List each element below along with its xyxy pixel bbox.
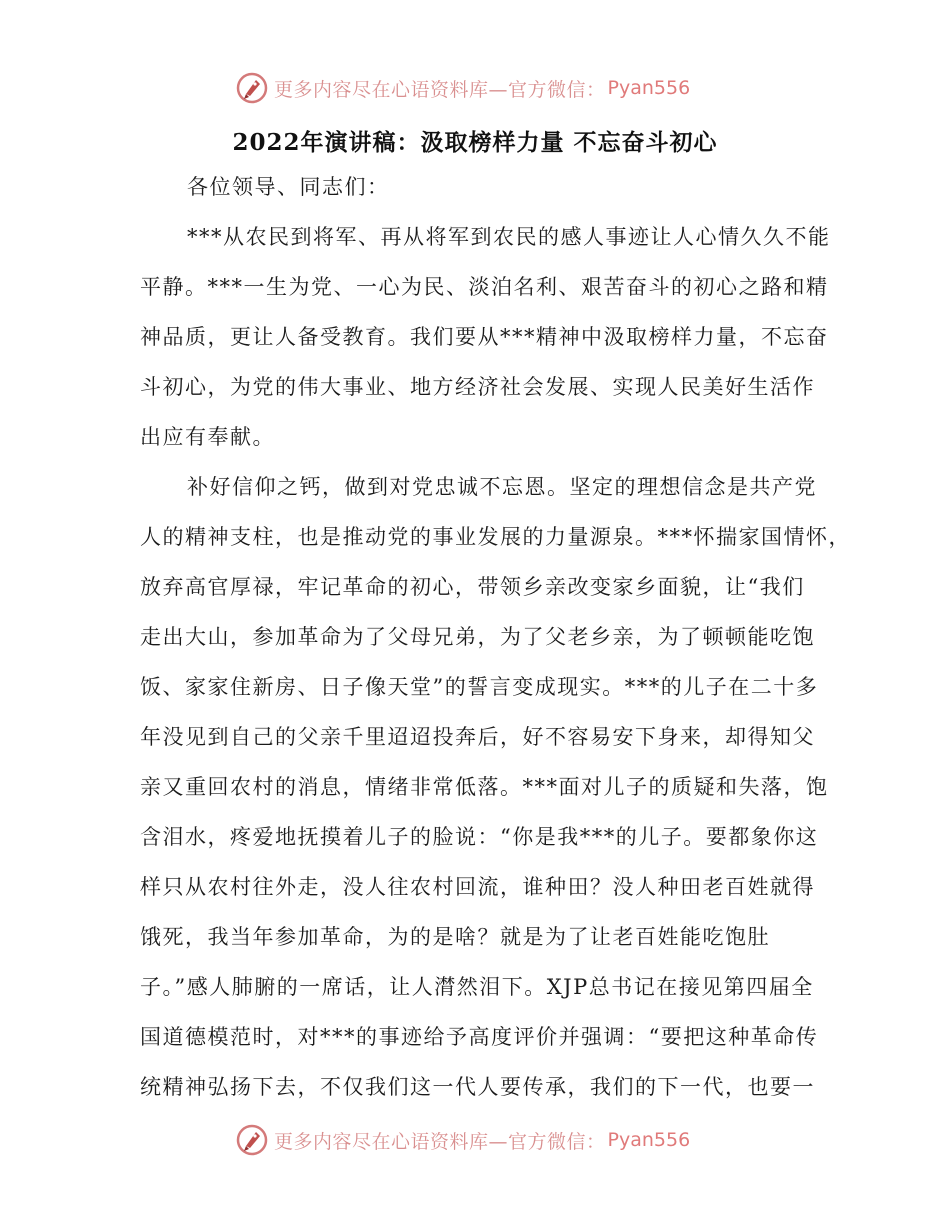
- header-banner: [236, 70, 690, 106]
- body-line: 放弃高官厚禄，牢记革命的初心，带领乡亲改变家乡面貌，让“我们: [140, 575, 805, 599]
- body-line: 亲又重回农村的消息，情绪非常低落。***面对儿子的质疑和失落，饱: [140, 775, 829, 799]
- pen-nib-icon: [236, 72, 268, 104]
- body-line: 含泪水，疼爱地抚摸着儿子的脸说：“你是我***的儿子。要都象你这: [140, 825, 819, 849]
- body-line: 年没见到自己的父亲千里迢迢投奔后，好不容易安下身来，却得知父: [140, 725, 815, 749]
- document-title: 2022年演讲稿：汲取榜样力量 不忘奋斗初心: [232, 129, 718, 156]
- body-line: 饭、家家住新房、日子像天堂”的誓言变成现实。***的儿子在二十多: [140, 675, 819, 699]
- body-line: 国道德模范时，对***的事迹给予高度评价并强调：“要把这种革命传: [140, 1025, 819, 1049]
- banner-text: 更多内容尽在心语资料库—官方微信：: [274, 78, 606, 101]
- body-line: 饿死，我当年参加革命，为的是啥？就是为了让老百姓能吃饱肚: [140, 925, 770, 949]
- body-line: 神品质，更让人备受教育。我们要从***精神中汲取榜样力量，不忘奋: [140, 325, 829, 349]
- body-line: 走出大山，参加革命为了父母兄弟，为了父老乡亲，为了顿顿能吃饱: [140, 625, 815, 649]
- body-line: 平静。***一生为党、一心为民、淡泊名利、艰苦奋斗的初心之路和精: [140, 275, 829, 299]
- body-line: ***从农民到将军、再从将军到农民的感人事迹让人心情久久不能: [187, 225, 831, 249]
- body-line: 出应有奉献。: [140, 425, 275, 449]
- body-line: 人的精神支柱，也是推动党的事业发展的力量源泉。***怀揣家国情怀，: [140, 525, 851, 549]
- body-line: 样只从农村往外走，没人往农村回流，谁种田？没人种田老百姓就得: [140, 875, 815, 899]
- body-line: 统精神弘扬下去，不仅我们这一代人要传承，我们的下一代，也要一: [140, 1075, 815, 1099]
- body-line: 补好信仰之钙，做到对党忠诚不忘恩。坚定的理想信念是共产党: [187, 475, 817, 499]
- salutation-line: 各位领导、同志们：: [187, 175, 390, 199]
- footer-banner: [236, 1122, 690, 1158]
- pen-nib-icon: [236, 1124, 268, 1156]
- banner-text: 更多内容尽在心语资料库—官方微信：: [274, 1130, 606, 1153]
- wechat-id: Pyan556: [607, 77, 691, 99]
- body-line: 子。”感人肺腑的一席话，让人潸然泪下。XJP总书记在接见第四届全: [140, 975, 814, 999]
- body-line: 斗初心，为党的伟大事业、地方经济社会发展、实现人民美好生活作: [140, 375, 815, 399]
- wechat-id: Pyan556: [607, 1129, 691, 1151]
